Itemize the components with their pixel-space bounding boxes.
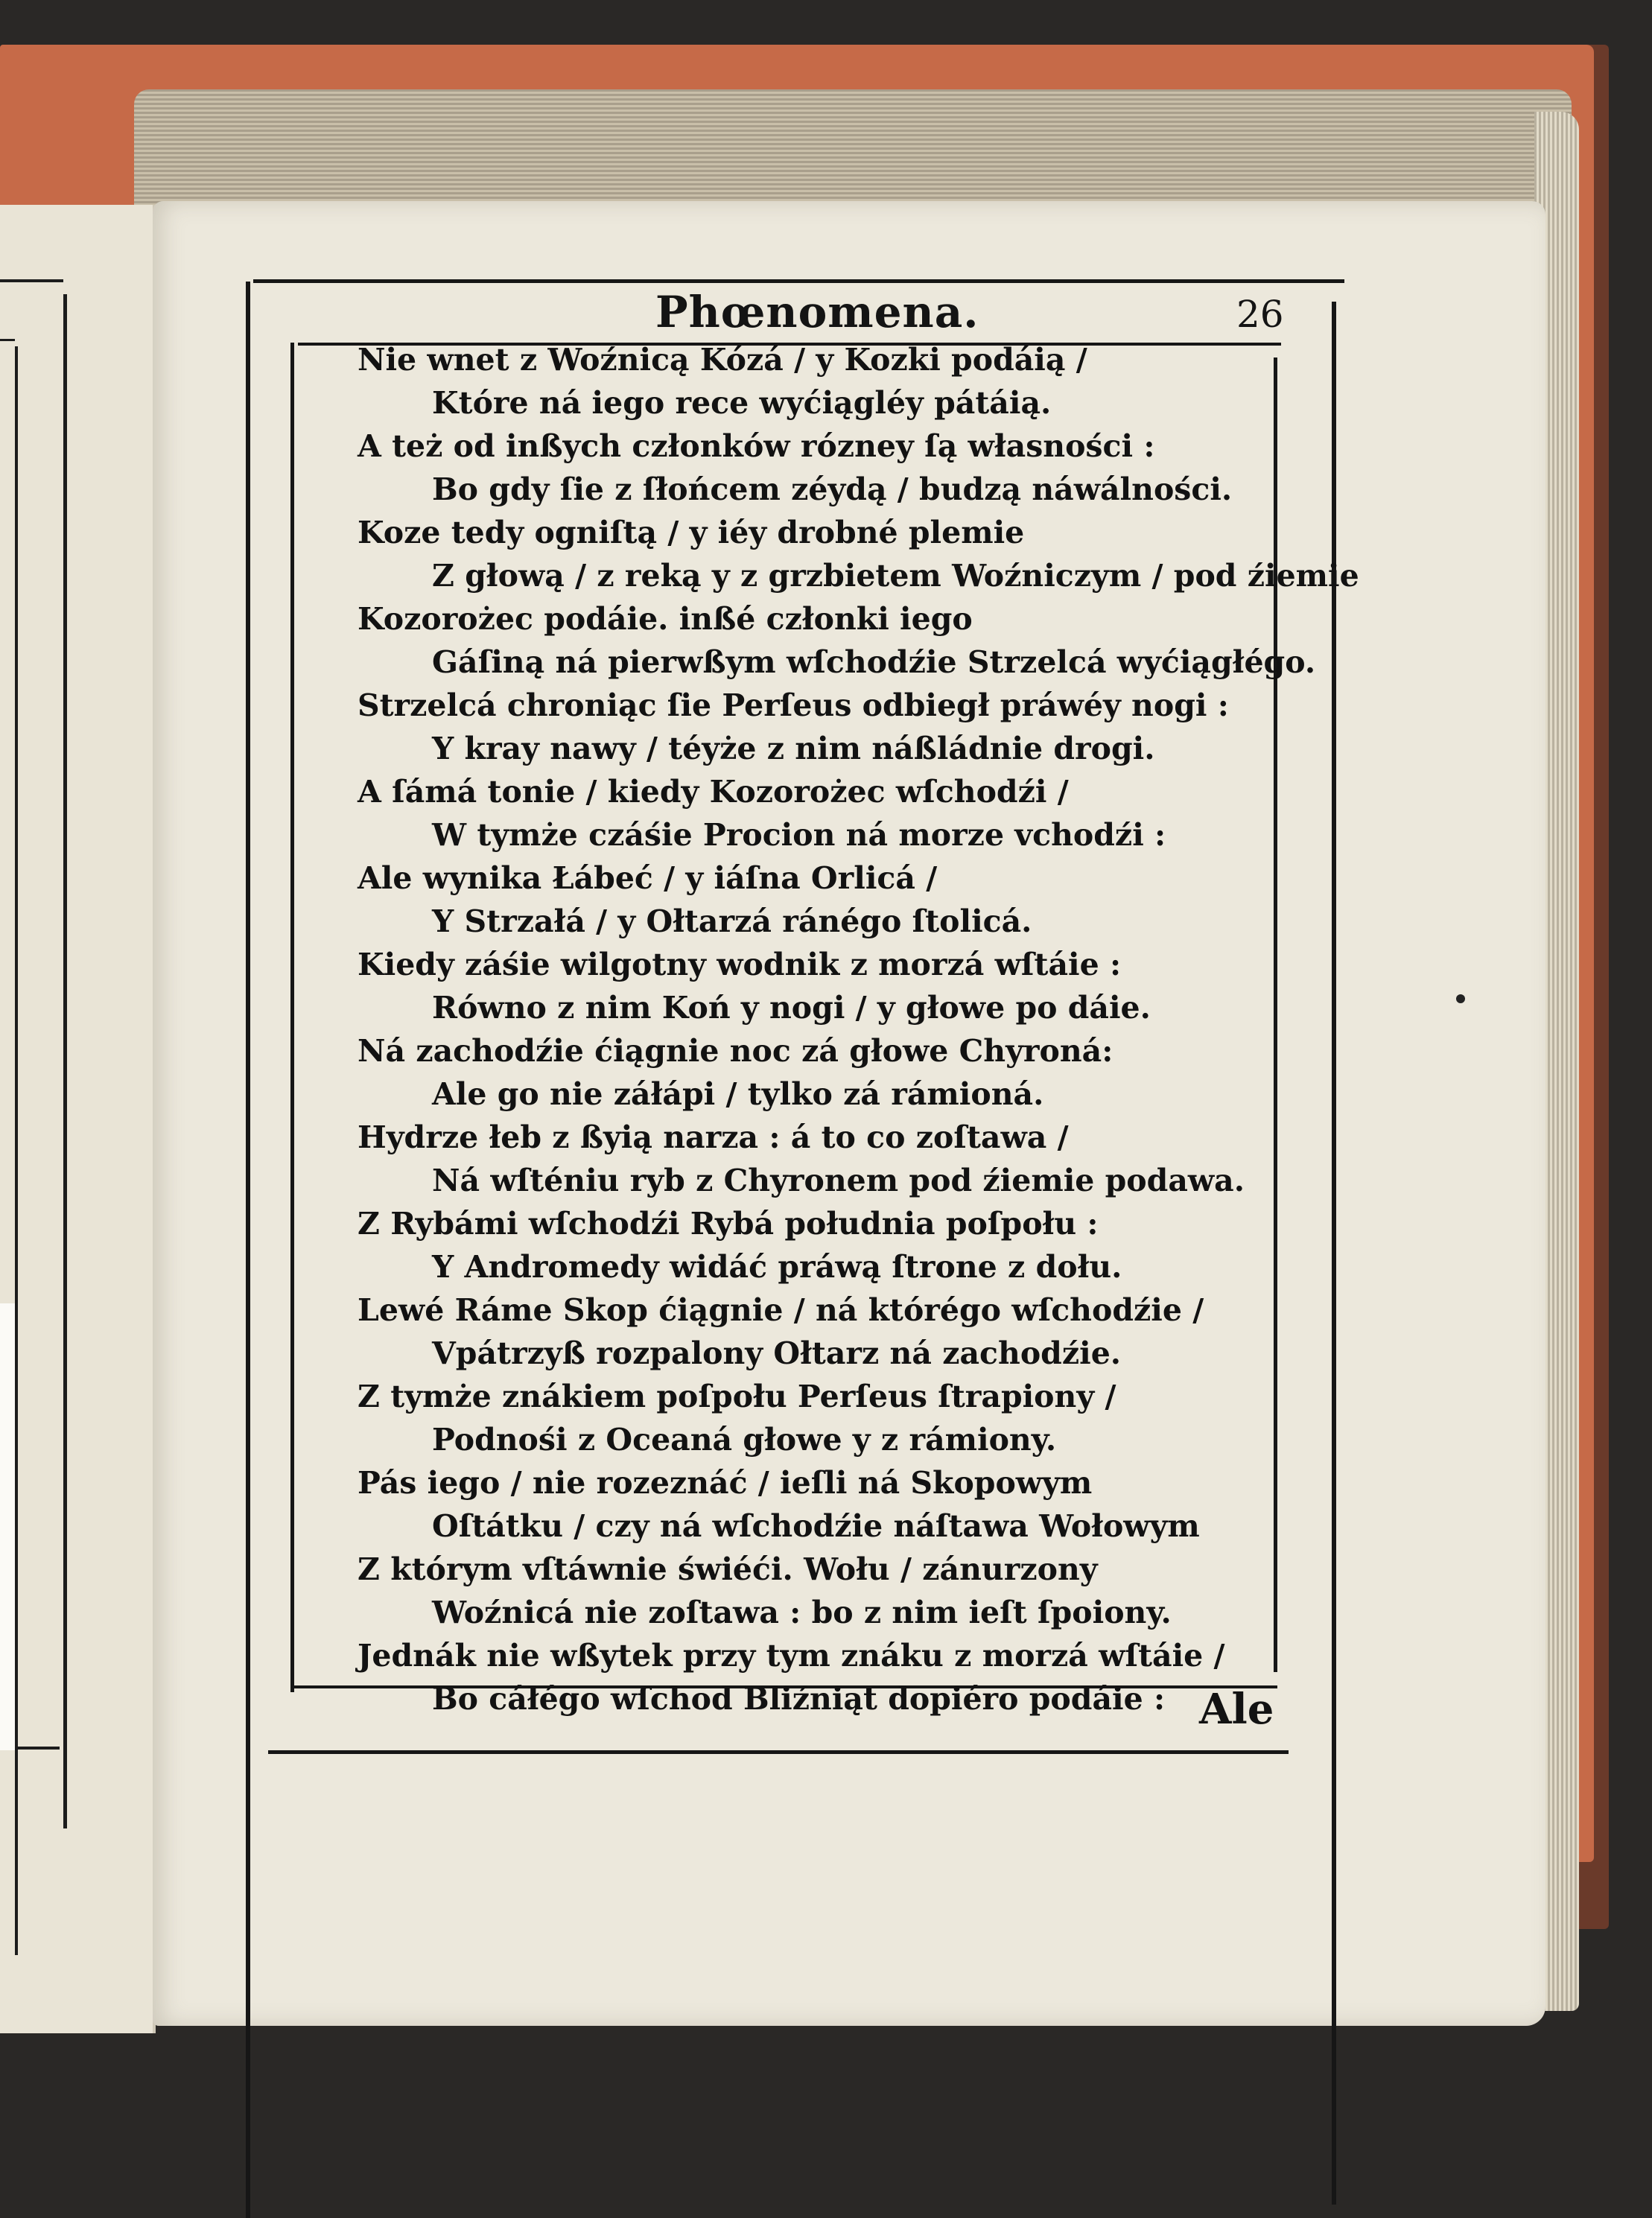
verse-line: Ná zachodźie ćiągnie noc zá głowe Chyroná: — [358, 1033, 1113, 1069]
page-edges-top — [134, 89, 1572, 209]
ink-spot — [1456, 994, 1465, 1003]
verse-line: Y Andromedy widáć práwą ſtrone z dołu. — [432, 1249, 1122, 1285]
verse-line: Y kray nawy / téyże z nim náßládnie drogi. — [432, 731, 1155, 766]
verse-line: Z tymże znákiem poſpołu Perſeus ſtrapiony / — [358, 1379, 1116, 1414]
frame-top-rule — [253, 279, 1344, 283]
verse-line: Gáſiną ná pierwßym wſchodźie Strzelcá wyćiągłégo. — [432, 644, 1316, 680]
verse-line: A ſámá tonie / kiedy Kozorożec wſchodźi / — [358, 774, 1069, 810]
verse-line: Nie wnet z Woźnicą Kózá / y Kozki podáią / — [358, 342, 1087, 378]
left-page — [0, 205, 156, 2033]
frame-left-outer — [246, 282, 250, 2218]
left-page-rule — [0, 339, 15, 341]
verse-line: Koze tedy ogniſtą / y iéy drobné plemie — [358, 515, 1025, 550]
page-number: 26 — [1236, 293, 1284, 336]
verse-line: Ale wynika Łábeć / y iáſna Orlicá / — [358, 860, 938, 896]
verse-line: Podnośi z Oceaná głowe y z rámiony. — [432, 1422, 1057, 1458]
verse-line: Lewé Ráme Skop ćiągnie / ná którégo wſchodźie / — [358, 1292, 1204, 1328]
verse-line: Kozorożec podáie. inßé członki iego — [358, 601, 973, 637]
verse-line: Z głową / z reką y z grzbietem Woźniczym / pod źiemie — [432, 558, 1359, 594]
verse-line: Z którym vſtáwnie świéći. Wołu / zánurzony — [358, 1551, 1098, 1587]
paper-tab — [0, 1303, 15, 1750]
verse-line: Ale go nie záłápi / tylko zá rámioná. — [432, 1076, 1044, 1112]
verse-line: A też od inßych członków rózney ſą własności : — [358, 428, 1155, 464]
verse-line: Równo z nim Koń y nogi / y głowe po dáie. — [432, 990, 1151, 1026]
left-page-rule — [63, 294, 67, 1828]
verse-line: Woźnicá nie zoſtawa : bo z nim ieſt ſpoiony. — [432, 1595, 1172, 1630]
verse-line: Pás iego / nie rozeznáć / ieſli ná Skopowym — [358, 1465, 1093, 1501]
verse-line: Strzelcá chroniąc ſie Perſeus odbiegł práwéy nogi : — [358, 687, 1229, 723]
verse-line: Bo cáłégo wſchod Bliźniąt dopiéro podáie : — [432, 1681, 1166, 1717]
running-title: Phœnomena. — [655, 287, 979, 337]
verse-line: Kiedy záśie wilgotny wodnik z morzá wſtáie : — [358, 947, 1122, 982]
verse-line: W tymże czáśie Procion ná morze vchodźi : — [432, 817, 1166, 853]
verse-line: Vpátrzyß rozpalony Ołtarz ná zachodźie. — [432, 1335, 1122, 1371]
page-header — [0, 287, 1652, 339]
verse-line: Hydrze łeb z ßyią narza : á to co zoſtawa / — [358, 1119, 1069, 1155]
frame-left-inner — [290, 343, 294, 1692]
verse-line: Z Rybámi wſchodźi Rybá południa poſpołu : — [358, 1206, 1099, 1242]
verse-line: Y Strzałá / y Ołtarzá ránégo ſtolicá. — [432, 903, 1032, 939]
left-page-rule — [15, 346, 18, 1955]
verse-line: Oſtátku / czy ná wſchodźie náſtawa Wołowym — [432, 1508, 1200, 1544]
verse-line: Które ná iego rece wyćiągléy pátáią. — [432, 385, 1052, 421]
verse-line: Jednák nie wßytek przy tym znáku z morzá wſtáie / — [358, 1638, 1225, 1674]
catchword: Ale — [1199, 1685, 1274, 1734]
frame-bottom-rule — [268, 1750, 1289, 1754]
left-page-rule — [0, 279, 63, 282]
verse-line: Ná wſténiu ryb z Chyronem pod źiemie podawa. — [432, 1163, 1245, 1198]
verse-line: Bo gdy ſie z ſłońcem zéydą / budzą náwálności. — [432, 471, 1233, 507]
